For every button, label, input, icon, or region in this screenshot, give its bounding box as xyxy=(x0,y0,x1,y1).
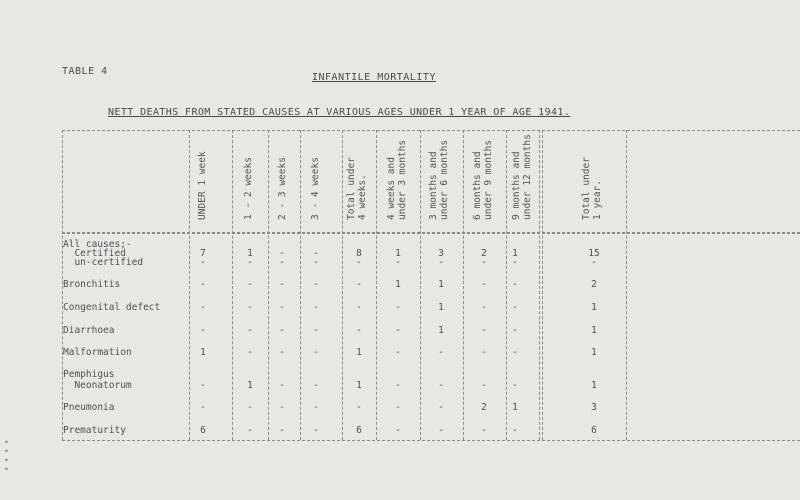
row-label: All causes;- xyxy=(63,239,132,250)
table-cell: - xyxy=(200,257,206,268)
table-cell: - xyxy=(512,425,518,436)
table-cell: - xyxy=(279,325,285,336)
table-cell: - xyxy=(512,257,518,268)
column-divider xyxy=(463,130,464,440)
table-subtitle: NETT DEATHS FROM STATED CAUSES AT VARIOUS AGES UNDER 1 YEAR OF AGE 1941. xyxy=(108,107,571,118)
table-cell: - xyxy=(481,347,487,358)
table-cell: - xyxy=(313,347,319,358)
table-cell: - xyxy=(356,257,362,268)
table-cell: - xyxy=(313,302,319,313)
row-label: un-certified xyxy=(63,257,144,268)
margin-marks: • • • • xyxy=(4,438,9,474)
table-cell: - xyxy=(356,302,362,313)
row-label: Bronchitis xyxy=(63,279,121,290)
table-cell: - xyxy=(279,279,285,290)
table-cell: - xyxy=(247,425,253,436)
column-header: UNDER 1 week xyxy=(197,151,208,220)
table-cell: - xyxy=(512,302,518,313)
table-cell: - xyxy=(438,425,444,436)
table-top-rule xyxy=(62,130,800,131)
table-cell: - xyxy=(247,302,253,313)
table-cell: - xyxy=(512,279,518,290)
table-cell: - xyxy=(481,302,487,313)
table-cell: - xyxy=(313,325,319,336)
table-cell: 1 xyxy=(591,380,597,391)
table-cell: - xyxy=(200,325,206,336)
table-cell: 6 xyxy=(200,425,206,436)
table-cell: - xyxy=(395,402,401,413)
table-cell: - xyxy=(313,380,319,391)
column-header: Total under 4 weeks. xyxy=(346,157,368,220)
table-cell: 1 xyxy=(356,380,362,391)
column-header: 9 months and under 12 months xyxy=(511,134,533,220)
table-cell: - xyxy=(247,257,253,268)
page-title: INFANTILE MORTALITY xyxy=(312,72,436,83)
table-cell: - xyxy=(395,380,401,391)
table-cell: - xyxy=(481,257,487,268)
table-cell: - xyxy=(356,325,362,336)
column-divider xyxy=(232,130,233,440)
row-label: Prematurity xyxy=(63,425,126,436)
table-cell: - xyxy=(512,380,518,391)
table-cell: 1 xyxy=(591,347,597,358)
row-label: Neonatorum xyxy=(63,380,132,391)
row-label: Pneumonia xyxy=(63,402,115,413)
table-cell: - xyxy=(481,279,487,290)
table-cell: 1 xyxy=(247,380,253,391)
table-cell: 3 xyxy=(591,402,597,413)
table-cell: - xyxy=(395,302,401,313)
table-cell: 1 xyxy=(356,347,362,358)
table-bottom-rule xyxy=(62,440,800,441)
table-cell: - xyxy=(279,248,285,259)
table-cell: - xyxy=(512,347,518,358)
table-cell: 1 xyxy=(512,248,518,259)
table-label: TABLE 4 xyxy=(62,66,108,77)
row-label: Congenital defect xyxy=(63,302,161,313)
column-divider-double xyxy=(542,130,543,440)
table-cell: - xyxy=(438,257,444,268)
table-cell: 7 xyxy=(200,248,206,259)
table-cell: - xyxy=(247,402,253,413)
table-cell: - xyxy=(356,402,362,413)
table-cell: - xyxy=(200,279,206,290)
table-cell: 15 xyxy=(588,248,600,259)
table-cell: - xyxy=(279,402,285,413)
table-cell: - xyxy=(200,380,206,391)
table-cell: 1 xyxy=(591,302,597,313)
column-header: 3 - 4 weeks xyxy=(310,157,321,220)
table-cell: 3 xyxy=(438,248,444,259)
table-cell: 8 xyxy=(356,248,362,259)
table-cell: - xyxy=(200,302,206,313)
column-divider xyxy=(539,130,540,440)
table-cell: - xyxy=(247,347,253,358)
column-header: 6 months and under 9 months xyxy=(472,139,494,220)
table-cell: 1 xyxy=(438,325,444,336)
table-cell: - xyxy=(279,347,285,358)
table-cell: 1 xyxy=(200,347,206,358)
table-cell: - xyxy=(512,325,518,336)
column-header: Total under 1 year. xyxy=(581,157,603,220)
table-cell: - xyxy=(279,302,285,313)
table-cell: - xyxy=(313,257,319,268)
table-cell: 1 xyxy=(512,402,518,413)
table-cell: 1 xyxy=(395,248,401,259)
table-cell: 6 xyxy=(591,425,597,436)
row-label: Malformation xyxy=(63,347,132,358)
table-cell: - xyxy=(395,347,401,358)
table-cell: - xyxy=(438,380,444,391)
column-header: 2 - 3 weeks xyxy=(277,157,288,220)
table-cell: - xyxy=(247,325,253,336)
table-cell: 2 xyxy=(481,402,487,413)
table-cell: - xyxy=(395,325,401,336)
table-cell: 1 xyxy=(438,279,444,290)
column-divider xyxy=(376,130,377,440)
table-cell: 2 xyxy=(481,248,487,259)
column-header: 4 weeks and under 3 months xyxy=(386,139,408,220)
column-header: 1 - 2 weeks xyxy=(243,157,254,220)
table-cell: - xyxy=(200,402,206,413)
row-label: Certified xyxy=(63,248,126,259)
column-header: 3 months and under 6 months xyxy=(428,139,450,220)
row-label: Diarrhoea xyxy=(63,325,115,336)
table-cell: 1 xyxy=(591,325,597,336)
header-bottom-rule-double xyxy=(62,233,800,234)
table-cell: - xyxy=(481,325,487,336)
column-divider xyxy=(626,130,627,440)
table-cell: - xyxy=(313,279,319,290)
table-cell: - xyxy=(247,279,253,290)
table-cell: 1 xyxy=(395,279,401,290)
table-cell: - xyxy=(481,380,487,391)
table-cell: - xyxy=(356,279,362,290)
table-cell: - xyxy=(313,402,319,413)
table-cell: 2 xyxy=(591,279,597,290)
row-label: Pemphigus xyxy=(63,369,115,380)
column-divider xyxy=(342,130,343,440)
table-cell: 1 xyxy=(247,248,253,259)
table-cell: - xyxy=(395,425,401,436)
table-cell: - xyxy=(591,257,597,268)
table-cell: - xyxy=(313,425,319,436)
table-cell: 6 xyxy=(356,425,362,436)
table-cell: - xyxy=(313,248,319,259)
table-cell: 1 xyxy=(438,302,444,313)
table-cell: - xyxy=(481,425,487,436)
table-cell: - xyxy=(395,257,401,268)
table-cell: - xyxy=(279,257,285,268)
column-divider xyxy=(420,130,421,440)
table-cell: - xyxy=(438,402,444,413)
table-cell: - xyxy=(279,380,285,391)
table-cell: - xyxy=(279,425,285,436)
table-cell: - xyxy=(438,347,444,358)
